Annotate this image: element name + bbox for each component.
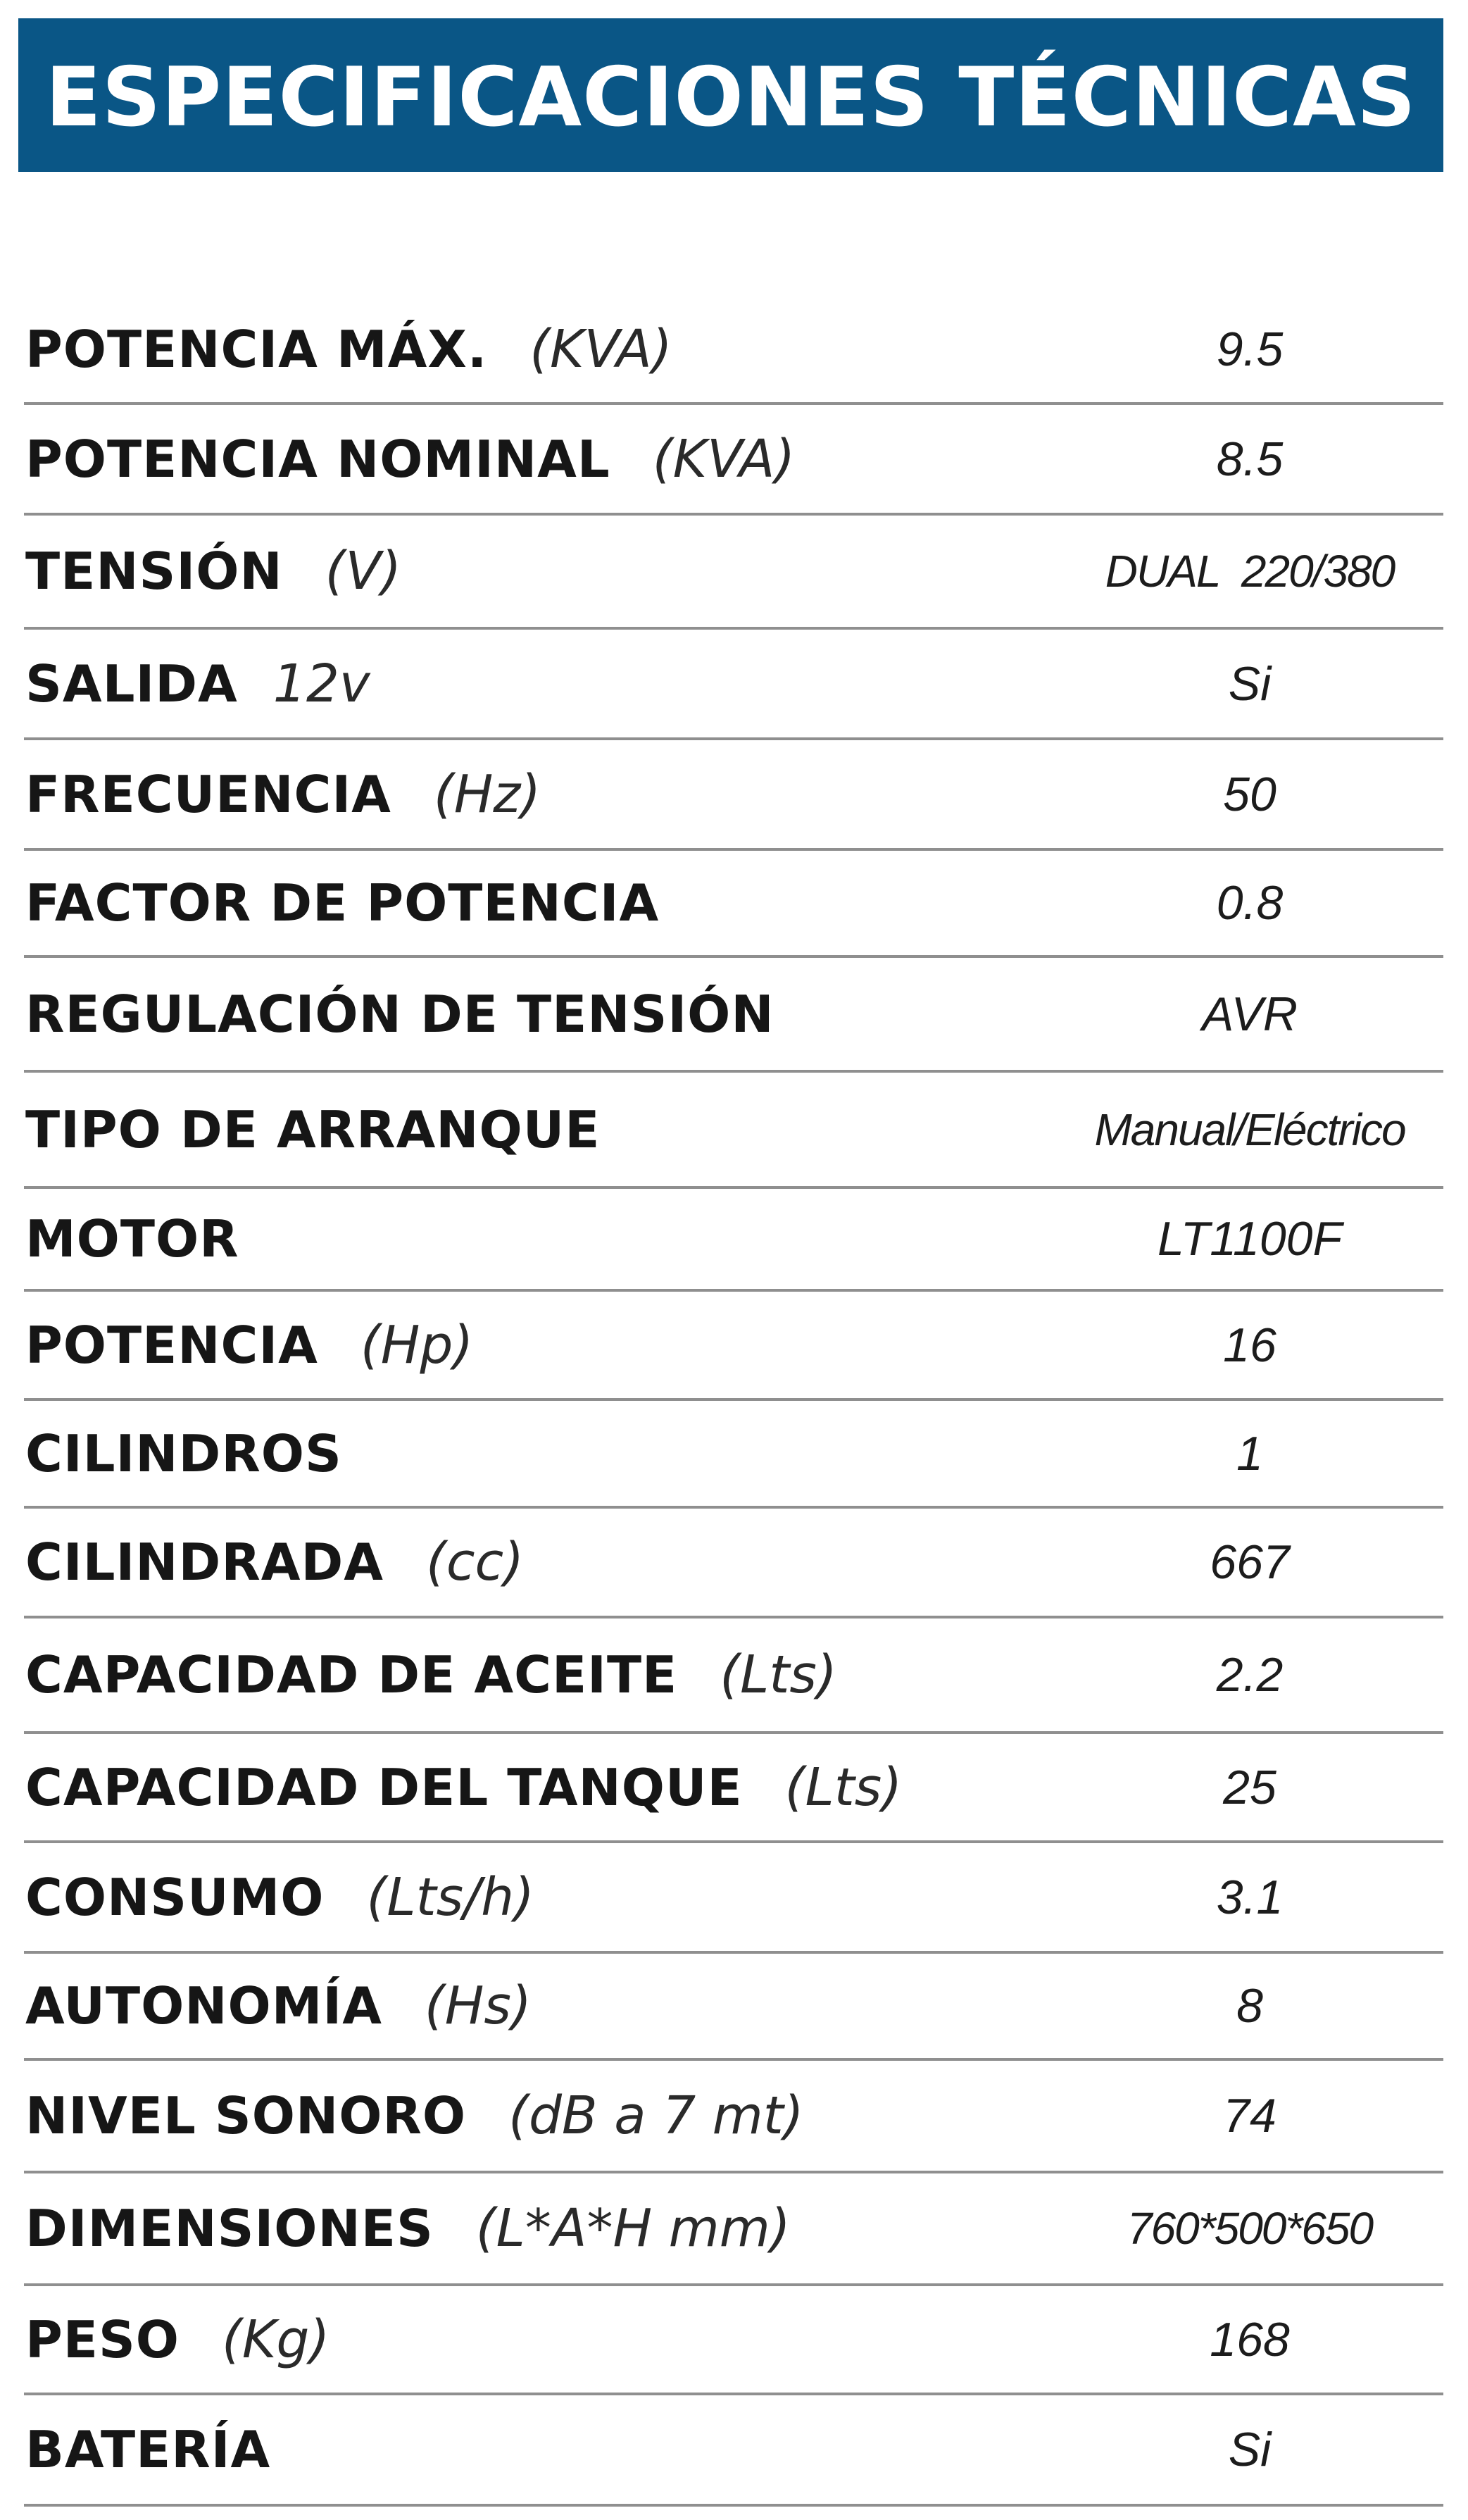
spec-value: Si	[1228, 656, 1272, 711]
spec-row	[0, 1734, 1468, 1843]
spec-row	[0, 296, 1468, 405]
spec-row	[0, 2395, 1468, 2507]
spec-label	[25, 1867, 534, 1928]
spec-value: AVR	[1201, 987, 1298, 1041]
spec-value: 667	[1210, 1535, 1290, 1589]
spec-label	[25, 319, 672, 380]
spec-row	[0, 2173, 1468, 2286]
spec-name: REGULACIÓN DE TENSIÓN	[25, 984, 774, 1044]
spec-row	[0, 630, 1468, 740]
spec-label	[25, 985, 774, 1044]
spec-value: 50	[1223, 767, 1276, 821]
spec-unit: (V)	[325, 541, 402, 601]
spec-label	[25, 654, 370, 714]
spec-value: 8.5	[1216, 432, 1284, 486]
spec-label	[25, 1100, 600, 1159]
spec-row	[0, 1618, 1468, 1734]
spec-label	[25, 1976, 532, 2036]
spec-table	[0, 296, 1468, 2507]
spec-row	[0, 2286, 1468, 2395]
spec-row	[0, 1843, 1468, 1954]
spec-name: CILINDRADA	[25, 1533, 384, 1592]
spec-value: 2.2	[1216, 1648, 1284, 1702]
spec-label	[25, 1532, 524, 1592]
spec-value: LT1100F	[1157, 1212, 1343, 1266]
spec-name: FACTOR DE POTENCIA	[25, 873, 660, 932]
spec-name: BATERÍA	[25, 2420, 271, 2479]
spec-name: SALIDA	[25, 654, 238, 713]
spec-value: 8	[1236, 1979, 1263, 2033]
spec-value: 760*500*650	[1127, 2203, 1373, 2254]
spec-row	[0, 958, 1468, 1073]
spec-name: TIPO DE ARRANQUE	[25, 1099, 601, 1159]
spec-label	[25, 1424, 342, 1483]
spec-name: POTENCIA NOMINAL	[25, 429, 610, 489]
spec-name: CILINDROS	[25, 1423, 342, 1483]
left-margin	[0, 296, 24, 2514]
spec-value: 25	[1223, 1760, 1276, 1814]
spec-label	[25, 1645, 837, 1705]
spec-row	[0, 1073, 1468, 1189]
spec-label	[25, 1757, 902, 1818]
spec-value: 3.1	[1216, 1870, 1284, 1924]
spec-value: Si	[1228, 2423, 1272, 2476]
spec-name: AUTONOMÍA	[25, 1976, 382, 2035]
spec-row	[0, 740, 1468, 851]
spec-row	[0, 516, 1468, 630]
spec-label	[25, 1315, 473, 1376]
spec-row	[0, 851, 1468, 958]
spec-value: 0.8	[1216, 876, 1284, 930]
spec-label	[25, 2085, 804, 2146]
spec-label	[25, 1209, 239, 1268]
right-margin	[1443, 296, 1468, 2514]
spec-header-banner	[18, 18, 1443, 172]
spec-row	[0, 1401, 1468, 1509]
spec-value: 74	[1223, 2089, 1276, 2142]
spec-value: 9.5	[1216, 322, 1284, 376]
spec-label	[25, 2309, 330, 2370]
spec-unit: (Kg)	[222, 2309, 330, 2370]
spec-unit: (KVA)	[652, 428, 796, 489]
spec-unit: (dB a 7 mt)	[508, 2085, 804, 2146]
spec-unit: (L*A*H mm)	[475, 2198, 791, 2259]
spec-unit: 12v	[272, 653, 370, 714]
spec-name: NIVEL SONORO	[25, 2086, 467, 2145]
spec-name: TENSIÓN	[25, 542, 283, 601]
spec-row	[0, 1292, 1468, 1401]
spec-row	[0, 405, 1468, 516]
spec-unit: (Lts)	[784, 1757, 903, 1818]
spec-name: POTENCIA MÁX.	[25, 319, 488, 379]
spec-unit: (Hp)	[360, 1314, 474, 1376]
spec-unit: (KVA)	[529, 318, 672, 380]
spec-name: MOTOR	[25, 1209, 239, 1268]
spec-value: 168	[1210, 2312, 1290, 2366]
spec-name: FRECUENCIA	[25, 764, 391, 824]
spec-unit: (Hs)	[424, 1976, 532, 2036]
spec-row	[0, 2061, 1468, 2173]
spec-unit: (cc)	[425, 1532, 525, 1592]
spec-name: PESO	[25, 2309, 180, 2369]
spec-label	[25, 2198, 791, 2259]
spec-value: Manual/Eléctrico	[1094, 1104, 1405, 1155]
spec-label	[25, 873, 659, 932]
spec-row	[0, 1509, 1468, 1618]
spec-name: POTENCIA	[25, 1315, 318, 1375]
spec-label	[25, 429, 795, 489]
spec-name: DIMENSIONES	[25, 2199, 434, 2258]
spec-label	[25, 764, 541, 825]
spec-row	[0, 1189, 1468, 1292]
spec-name: CAPACIDAD DE ACEITE	[25, 1645, 678, 1704]
spec-row	[0, 1954, 1468, 2061]
spec-label	[25, 541, 401, 601]
page-title: ESPECIFICACIONES TÉCNICAS	[45, 49, 1417, 145]
spec-value: 1	[1236, 1426, 1263, 1480]
spec-name: CONSUMO	[25, 1867, 325, 1927]
spec-label	[25, 2420, 270, 2479]
spec-unit: (Lts/h)	[366, 1866, 534, 1928]
spec-value: DUAL 220/380	[1105, 546, 1395, 597]
spec-value: 16	[1223, 1318, 1276, 1372]
spec-unit: (Hz)	[433, 763, 541, 825]
spec-name: CAPACIDAD DEL TANQUE	[25, 1757, 743, 1817]
spec-unit: (Lts)	[720, 1645, 837, 1705]
